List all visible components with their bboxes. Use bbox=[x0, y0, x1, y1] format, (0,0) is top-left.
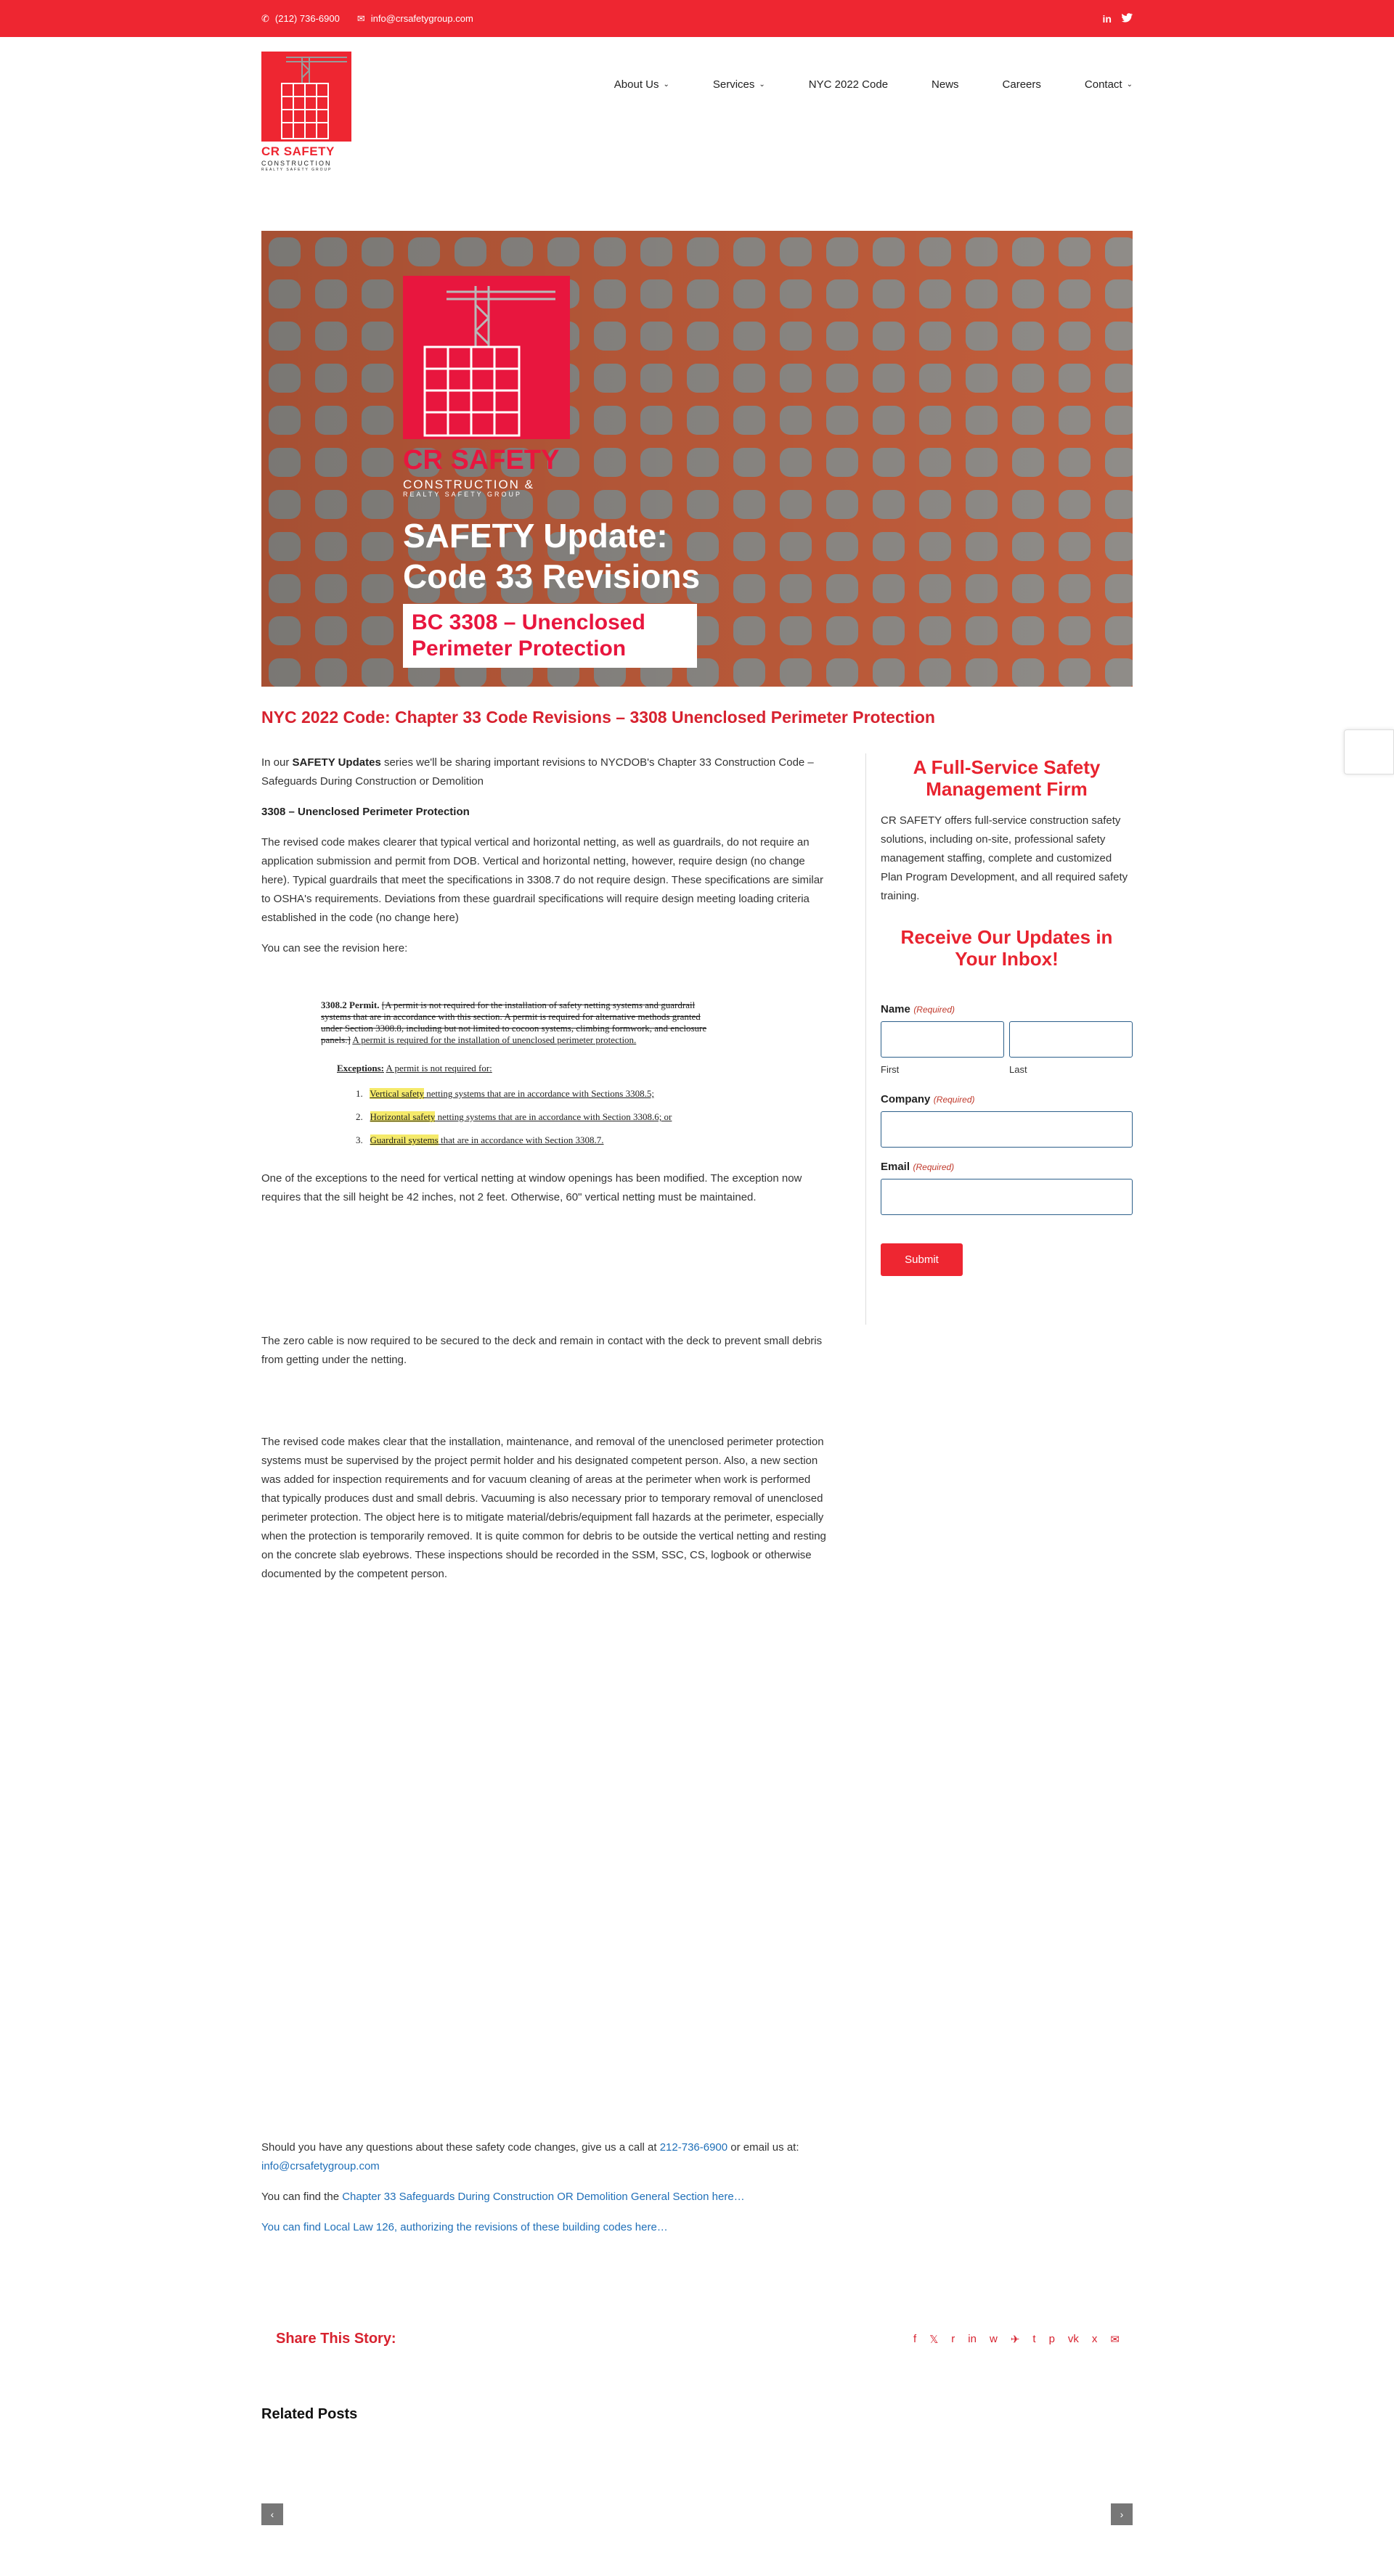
paragraph-1: The revised code makes clearer that typical vertical and horizontal netting, as well as guardrails, do not require an application submission and permit from DOB. Vertical and horizontal netting, however, require design (no change here). Typical guardrails that meet the specifications in 3308.7 do not require design. These specifications are similar to OSHA's requirements. Deviations from these guardrail specifications will require design meeting loading criteria established in the code (no change here) bbox=[261, 836, 824, 924]
intro-post: series we'll be sharing important revisions to NYCDOB's Chapter 33 Construction Code – Safeguards During Construction or Demolition bbox=[261, 756, 814, 788]
doc-line-4 bbox=[321, 1034, 636, 1046]
doc-struck-1: [A permit is not required for the installation of safety netting systems and guardrail bbox=[381, 999, 696, 1010]
page-title: NYC 2022 Code: Chapter 33 Code Revisions – 3308 Unenclosed Perimeter Protection bbox=[261, 708, 935, 727]
nav-item-label: News bbox=[932, 78, 959, 91]
chevron-down-icon: ⌄ bbox=[663, 81, 669, 89]
logo-mark bbox=[261, 52, 351, 142]
carousel-next-button[interactable]: › bbox=[1111, 2503, 1133, 2525]
logo-sub-text: CONSTRUCTION bbox=[261, 160, 332, 167]
sidebar-title: A Full-Service Safety Management Firm bbox=[913, 756, 1101, 800]
telegram-icon[interactable]: ✈ bbox=[1010, 2334, 1020, 2346]
topbar-phone-link[interactable] bbox=[261, 13, 340, 25]
doc-item-highlight: Guardrail systems bbox=[370, 1134, 439, 1145]
first-name-input[interactable] bbox=[881, 1021, 1004, 1058]
code-revision-image bbox=[321, 996, 771, 1150]
topbar-email-text: info@crsafetygroup.com bbox=[370, 13, 473, 24]
doc-item-rest: netting systems that are in accordance with Sections 3308.5; bbox=[423, 1088, 654, 1099]
article-content-cont-1 bbox=[261, 1169, 829, 1219]
intro-bold: SAFETY Updates bbox=[292, 756, 381, 769]
topbar-email-link[interactable] bbox=[357, 13, 473, 25]
doc-item-rest: that are in accordance with Section 3308.7. bbox=[438, 1134, 604, 1145]
topbar-phone-text: (212) 736-6900 bbox=[274, 13, 340, 24]
required-indicator: (Required) bbox=[933, 1095, 975, 1105]
logo-tagline-text: REALTY SAFETY GROUP bbox=[261, 168, 333, 172]
nav-item-nyc-2022-code[interactable] bbox=[809, 78, 888, 91]
hero-title-line1: SAFETY Update: bbox=[403, 517, 668, 555]
questions-paragraph bbox=[261, 2138, 829, 2176]
company-input[interactable] bbox=[881, 1111, 1133, 1148]
doc-item-1 bbox=[356, 1088, 654, 1100]
vk-icon[interactable]: vk bbox=[1067, 2333, 1079, 2345]
whatsapp-icon[interactable]: w bbox=[989, 2333, 998, 2345]
nav-item-label: Services bbox=[712, 78, 755, 91]
doc-exceptions-label: Exceptions: bbox=[337, 1063, 384, 1074]
hero-logo-mark bbox=[403, 276, 570, 439]
hero-sub-text: CONSTRUCTION & bbox=[403, 478, 534, 491]
paragraph-2: One of the exceptions to the need for vertical netting at window openings has been modified. The exception now requires that the sill height be 42 inches, not 2 feet. Otherwise, 60" vertical netting must be maintained. bbox=[261, 1172, 802, 1203]
site-logo[interactable] bbox=[261, 52, 351, 171]
paragraph-3: The zero cable is now required to be secured to the deck and remain in contact with the deck to prevent small debris from getting under the netting. bbox=[261, 1335, 823, 1366]
article-content-cont-2 bbox=[261, 1332, 829, 1381]
hero-title bbox=[403, 515, 700, 597]
doc-struck-4: panels.] bbox=[321, 1034, 351, 1045]
doc-item-num: 2. bbox=[356, 1111, 363, 1122]
sidebar-description: CR SAFETY offers full-service construction safety solutions, including on-site, professional safety management staffing, complete and customized Plan Program Development, and all required safety training. bbox=[881, 814, 1128, 902]
twitter-icon[interactable] bbox=[1122, 13, 1133, 25]
questions-mid: or email us at: bbox=[727, 2141, 799, 2154]
chapter-33-link[interactable]: Chapter 33 Safeguards During Construction OR Demolition General Section here… bbox=[342, 2191, 745, 2203]
hero-tagline-text: REALTY SAFETY GROUP bbox=[403, 491, 523, 498]
see-revision-text: You can see the revision here: bbox=[261, 942, 408, 954]
linkedin-icon[interactable]: in bbox=[1102, 12, 1112, 25]
hero-title-line2: Code 33 Revisions bbox=[403, 557, 701, 595]
submit-button[interactable]: Submit bbox=[881, 1243, 963, 1276]
hero-subtitle-line2: Perimeter Protection bbox=[412, 637, 627, 661]
reddit-icon[interactable]: r bbox=[951, 2333, 955, 2345]
linkedin-icon[interactable]: in bbox=[968, 2333, 977, 2345]
share-icons bbox=[913, 2333, 1120, 2346]
required-indicator: (Required) bbox=[913, 1005, 955, 1015]
doc-line-1 bbox=[321, 999, 695, 1011]
chapter-paragraph bbox=[261, 2188, 829, 2207]
top-bar bbox=[0, 0, 1394, 37]
doc-struck-2: systems that are in accordance with this section. A permit is required for alternative methods granted bbox=[321, 1011, 701, 1022]
sidebar bbox=[881, 756, 1133, 970]
netting-background bbox=[261, 231, 1133, 687]
doc-exceptions bbox=[337, 1063, 492, 1074]
topbar-contact bbox=[261, 0, 473, 37]
doc-exceptions-text: A permit is not required for: bbox=[386, 1063, 492, 1074]
last-name-sublabel: Last bbox=[1009, 1064, 1027, 1075]
chapter-pre: You can find the bbox=[261, 2191, 343, 2203]
chevron-down-icon: ⌄ bbox=[759, 81, 765, 89]
local-law-paragraph bbox=[261, 2218, 829, 2237]
doc-item-3 bbox=[356, 1134, 604, 1146]
x-icon[interactable]: 𝕏 bbox=[929, 2334, 939, 2346]
envelope-icon: ✉ bbox=[356, 12, 365, 24]
name-field-label bbox=[881, 1003, 955, 1016]
newsletter-form-title: Receive Our Updates in Your Inbox! bbox=[900, 926, 1113, 970]
last-name-input[interactable] bbox=[1009, 1021, 1133, 1058]
doc-item-rest: netting systems that are in accordance with Section 3308.6; or bbox=[435, 1111, 672, 1122]
doc-item-highlight: Horizontal safety bbox=[370, 1111, 436, 1122]
phone-icon: ✆ bbox=[261, 12, 269, 24]
required-indicator: (Required) bbox=[913, 1162, 955, 1172]
share-label: Share This Story: bbox=[276, 2331, 396, 2347]
hero-brand-text: CR SAFETY bbox=[403, 445, 560, 475]
first-name-sublabel: First bbox=[881, 1064, 900, 1075]
nav-item-label: Careers bbox=[1002, 78, 1041, 91]
pinterest-icon[interactable]: p bbox=[1048, 2333, 1055, 2345]
nav-item-label: Contact bbox=[1084, 78, 1122, 91]
phone-link[interactable]: 212-736-6900 bbox=[659, 2141, 728, 2154]
mail-icon[interactable]: ✉ bbox=[1110, 2334, 1120, 2346]
local-law-link[interactable]: You can find Local Law 126, authorizing the revisions of these building codes here… bbox=[261, 2221, 668, 2233]
related-posts-title: Related Posts bbox=[261, 2406, 358, 2422]
doc-heading: 3308.2 Permit. bbox=[321, 999, 380, 1010]
nav-item-news[interactable] bbox=[932, 78, 959, 91]
email-field-label bbox=[881, 1161, 954, 1174]
email-link[interactable]: info@crsafetygroup.com bbox=[261, 2160, 380, 2172]
article-content-cont-3 bbox=[261, 1433, 829, 1595]
hero-subtitle-line1: BC 3308 – Unenclosed bbox=[412, 610, 645, 634]
doc-item-num: 3. bbox=[356, 1134, 363, 1145]
nav-item-contact[interactable] bbox=[1085, 78, 1133, 91]
nav-item-label: NYC 2022 Code bbox=[808, 78, 889, 91]
company-field-label bbox=[881, 1093, 975, 1106]
carousel-prev-button[interactable]: ‹ bbox=[261, 2503, 283, 2525]
facebook-icon[interactable]: f bbox=[913, 2333, 917, 2345]
intro-pre: In our bbox=[261, 756, 293, 769]
doc-new-text: A permit is required for the installation of unenclosed perimeter protection. bbox=[352, 1034, 637, 1045]
nav-item-label: About Us bbox=[614, 78, 659, 91]
tumblr-icon[interactable]: t bbox=[1032, 2333, 1036, 2345]
article-content-cont-4 bbox=[261, 2138, 829, 2249]
company-label-text: Company bbox=[881, 1093, 931, 1105]
doc-item-2 bbox=[356, 1111, 672, 1123]
share-bar bbox=[261, 2321, 1133, 2364]
intro-paragraph bbox=[261, 753, 829, 791]
name-label-text: Name bbox=[881, 1003, 910, 1015]
hero-image bbox=[261, 231, 1133, 687]
nav-item-careers[interactable] bbox=[1003, 78, 1041, 91]
questions-pre: Should you have any questions about these safety code changes, give us a call at bbox=[261, 2141, 660, 2154]
sidebar-divider bbox=[865, 753, 866, 1325]
paragraph-4: The revised code makes clear that the installation, maintenance, and removal of the unenclosed perimeter protection systems must be supervised by the project permit holder and his designated competent person. Also, a new section was added for inspection requirements and for vacuum cleaning of areas at the perimeter when work is performed that typically produces dust and small debris. Vacuuming is also necessary prior to temporary removal of unenclosed perimeter protection. The object here is to mitigate material/debris/equipment fall hazards at the perimeter, especially when the protection is temporarily removed. It is quite common for debris to be outside the vertical netting and resting on the concrete slab eyebrows. These inspections should be recorded in the SSM, SSC, CS, logbook or otherwise documented by the competent person. bbox=[261, 1436, 826, 1580]
doc-struck-3: under Section 3308.8, including but not limited to cocoon systems, climbing formwork, and enclosure bbox=[321, 1023, 707, 1034]
doc-item-num: 1. bbox=[356, 1088, 363, 1099]
email-label-text: Email bbox=[881, 1161, 910, 1173]
hero-subtitle-box bbox=[403, 604, 697, 668]
floating-side-tab[interactable] bbox=[1344, 729, 1394, 774]
xing-icon[interactable]: x bbox=[1091, 2333, 1098, 2345]
section-heading: 3308 – Unenclosed Perimeter Protection bbox=[261, 806, 470, 818]
chevron-down-icon: ⌄ bbox=[1126, 81, 1133, 89]
main-nav bbox=[614, 78, 1133, 91]
topbar-social bbox=[1103, 0, 1133, 37]
doc-item-highlight: Vertical safety bbox=[370, 1088, 424, 1099]
email-input[interactable] bbox=[881, 1179, 1133, 1215]
logo-brand-text: CR SAFETY bbox=[261, 144, 335, 158]
article-content bbox=[261, 753, 829, 970]
nav-item-services[interactable] bbox=[713, 78, 765, 91]
nav-item-about-us[interactable] bbox=[614, 78, 669, 91]
